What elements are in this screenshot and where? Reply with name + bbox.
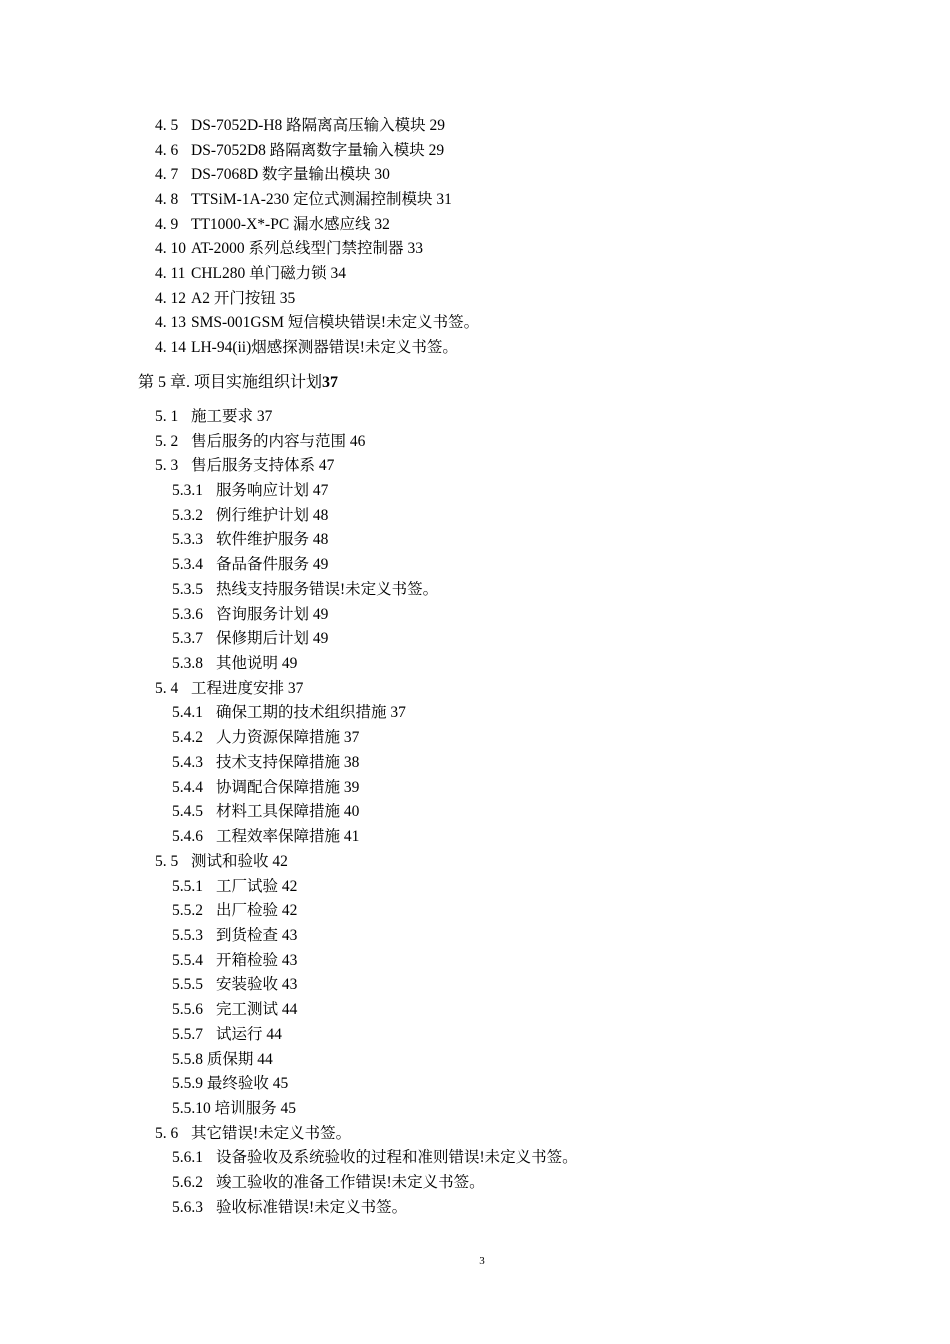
toc-entry-5-4-4[interactable] xyxy=(172,778,359,798)
toc-title: SMS-001GSM 短信模块错误!未定义书签。 xyxy=(191,314,480,331)
toc-number: 4. 10 xyxy=(155,240,186,257)
toc-title: 其它错误!未定义书签。 xyxy=(191,1125,352,1142)
toc-number: 5.4.4 xyxy=(172,779,203,796)
toc-page: 47 xyxy=(312,482,329,499)
toc-number: 5.5.2 xyxy=(172,902,203,919)
toc-page: 42 xyxy=(281,902,298,919)
toc-title: 到货检查 xyxy=(216,927,279,944)
toc-entry-5-6-2[interactable] xyxy=(172,1173,485,1193)
toc-entry-5-6[interactable] xyxy=(155,1124,351,1144)
toc-number: 5. 6 xyxy=(155,1125,179,1142)
toc-title: 施工要求 xyxy=(191,408,254,425)
toc-entry-4-5[interactable] xyxy=(155,116,445,136)
toc-entry-5-6-3[interactable] xyxy=(172,1198,407,1218)
toc-page: 39 xyxy=(343,779,360,796)
toc-page: 37 xyxy=(390,704,406,721)
toc-entry-4-6[interactable] xyxy=(155,141,444,161)
toc-entry-4-7[interactable] xyxy=(155,165,390,185)
toc-page: 30 xyxy=(374,166,390,183)
toc-number: 5.3.2 xyxy=(172,507,203,524)
toc-entry-5-3-7[interactable] xyxy=(172,629,328,649)
toc-entry-4-12[interactable] xyxy=(155,289,295,309)
toc-number: 5.6.1 xyxy=(172,1149,203,1166)
toc-page: 48 xyxy=(312,531,329,548)
toc-title: 软件维护服务 xyxy=(216,531,310,548)
toc-number: 5.3.6 xyxy=(172,606,203,623)
toc-title: LH-94(ii)烟感探测器错误!未定义书签。 xyxy=(191,339,458,356)
toc-page: 35 xyxy=(279,290,296,307)
toc-title: CHL280 单门磁力锁 xyxy=(191,265,327,282)
toc-entry-5-5-8[interactable] xyxy=(172,1050,273,1070)
toc-title: 工厂试验 xyxy=(216,878,279,895)
toc-page: 43 xyxy=(281,976,298,993)
toc-entry-5-6-1[interactable] xyxy=(172,1148,578,1168)
toc-title: 备品备件服务 xyxy=(216,556,310,573)
toc-entry-5-3-8[interactable] xyxy=(172,654,297,674)
toc-number: 5.5.6 xyxy=(172,1001,203,1018)
toc-title: TT1000-X*-PC 漏水感应线 xyxy=(191,216,371,233)
toc-title: 例行维护计划 xyxy=(216,507,310,524)
toc-number: 5. 4 xyxy=(155,680,179,697)
toc-number: 5. 1 xyxy=(155,408,179,425)
toc-page: 37 xyxy=(343,729,360,746)
toc-number: 5.6.2 xyxy=(172,1174,203,1191)
toc-page: 46 xyxy=(349,433,366,450)
toc-title: 服务响应计划 xyxy=(216,482,310,499)
toc-number: 5.4.5 xyxy=(172,803,203,820)
toc-page: 49 xyxy=(281,655,298,672)
toc-number: 5.5.1 xyxy=(172,878,203,895)
toc-number: 5.4.1 xyxy=(172,704,203,721)
toc-number: 5.4.2 xyxy=(172,729,203,746)
toc-entry-5-2[interactable] xyxy=(155,432,365,452)
toc-title: 竣工验收的准备工作错误!未定义书签。 xyxy=(216,1174,485,1191)
toc-number: 5. 5 xyxy=(155,853,179,870)
toc-entry-5-5-10[interactable] xyxy=(172,1099,296,1119)
page-number: 3 xyxy=(479,1255,485,1267)
toc-entry-5-5[interactable] xyxy=(155,852,288,872)
chapter-page: 37 xyxy=(322,374,339,391)
toc-title: 安装验收 xyxy=(216,976,279,993)
toc-page: 48 xyxy=(312,507,329,524)
toc-number: 4. 13 xyxy=(155,314,186,331)
toc-page: 42 xyxy=(281,878,298,895)
toc-number: 5.3.4 xyxy=(172,556,203,573)
toc-number: 5.3.7 xyxy=(172,630,203,647)
toc-entry-4-8[interactable] xyxy=(155,190,452,210)
toc-entry-4-11[interactable] xyxy=(155,264,346,284)
toc-number: 4. 12 xyxy=(155,290,186,307)
toc-page: 29 xyxy=(429,117,446,134)
toc-page: 43 xyxy=(281,952,298,969)
toc-title: 技术支持保障措施 xyxy=(216,754,341,771)
toc-page: 29 xyxy=(428,142,445,159)
toc-entry-5-5-5[interactable] xyxy=(172,975,297,995)
toc-number: 5. 2 xyxy=(155,433,179,450)
toc-title: 完工测试 xyxy=(216,1001,279,1018)
toc-entry-4-13[interactable] xyxy=(155,313,479,333)
toc-entry-5-5-2[interactable] xyxy=(172,901,297,921)
toc-entry-5-3[interactable] xyxy=(155,456,334,476)
toc-number: 4. 11 xyxy=(155,265,186,282)
toc-number: 5.3.8 xyxy=(172,655,203,672)
toc-entry-5-5-1[interactable] xyxy=(172,877,297,897)
toc-title: 出厂检验 xyxy=(216,902,279,919)
toc-page: 37 xyxy=(256,408,273,425)
toc-title: AT-2000 系列总线型门禁控制器 xyxy=(191,240,404,257)
toc-title: 工程效率保障措施 xyxy=(216,828,341,845)
toc-number: 4. 7 xyxy=(155,166,179,183)
toc-number: 5.3.5 xyxy=(172,581,203,598)
toc-number: 4. 6 xyxy=(155,142,179,159)
toc-page: 37 xyxy=(287,680,304,697)
toc-entry-5-3-4[interactable] xyxy=(172,555,328,575)
toc-entry-5-1[interactable] xyxy=(155,407,272,427)
toc-page: 34 xyxy=(330,265,347,282)
toc-entry-4-9[interactable] xyxy=(155,215,390,235)
toc-page: 42 xyxy=(272,853,288,870)
toc-entry-5-5-7[interactable] xyxy=(172,1025,282,1045)
toc-chapter-5[interactable] xyxy=(138,373,338,393)
toc-number: 4. 5 xyxy=(155,117,179,134)
toc-text: 5.5.10 培训服务 45 xyxy=(172,1100,297,1117)
toc-entry-5-4-3[interactable] xyxy=(172,753,359,773)
toc-title: 材料工具保障措施 xyxy=(216,803,341,820)
toc-page: 33 xyxy=(407,240,423,257)
toc-entry-5-3-2[interactable] xyxy=(172,506,328,526)
toc-title: 人力资源保障措施 xyxy=(216,729,341,746)
toc-number: 5.4.3 xyxy=(172,754,203,771)
toc-title: 确保工期的技术组织措施 xyxy=(216,704,387,721)
toc-number: 5.4.6 xyxy=(172,828,203,845)
toc-text: 5.5.8 质保期 44 xyxy=(172,1051,273,1068)
chapter-title: 第 5 章. 项目实施组织计划 xyxy=(138,374,323,391)
toc-title: 咨询服务计划 xyxy=(216,606,310,623)
toc-entry-5-3-6[interactable] xyxy=(172,605,328,625)
toc-number: 5.3.1 xyxy=(172,482,203,499)
toc-title: 测试和验收 xyxy=(191,853,269,870)
toc-page: 44 xyxy=(281,1001,298,1018)
toc-page: 49 xyxy=(312,606,329,623)
toc-title: A2 开门按钮 xyxy=(191,290,276,307)
toc-number: 4. 8 xyxy=(155,191,179,208)
toc-number: 5.5.3 xyxy=(172,927,203,944)
toc-page: 47 xyxy=(318,457,335,474)
toc-number: 5.5.7 xyxy=(172,1026,203,1043)
toc-number: 4. 9 xyxy=(155,216,179,233)
toc-text: 5.5.9 最终验收 45 xyxy=(172,1075,289,1092)
toc-page: 43 xyxy=(281,927,298,944)
toc-number: 5.5.4 xyxy=(172,952,203,969)
toc-page: 41 xyxy=(343,828,360,845)
toc-title: 其他说明 xyxy=(216,655,279,672)
toc-title: 工程进度安排 xyxy=(191,680,285,697)
toc-title: DS-7052D-H8 路隔离高压输入模块 xyxy=(191,117,426,134)
toc-entry-4-14[interactable] xyxy=(155,338,458,358)
toc-title: 保修期后计划 xyxy=(216,630,310,647)
toc-page: 32 xyxy=(374,216,390,233)
toc-entry-4-10[interactable] xyxy=(155,239,423,259)
toc-entry-5-4-1[interactable] xyxy=(172,703,406,723)
toc-entry-5-5-9[interactable] xyxy=(172,1074,288,1094)
toc-title: DS-7052D8 路隔离数字量输入模块 xyxy=(191,142,425,159)
toc-page: 31 xyxy=(436,191,452,208)
toc-title: TTSiM-1A-230 定位式测漏控制模块 xyxy=(191,191,433,208)
toc-entry-5-5-4[interactable] xyxy=(172,951,297,971)
toc-entry-5-5-6[interactable] xyxy=(172,1000,297,1020)
toc-entry-5-4-2[interactable] xyxy=(172,728,359,748)
toc-title: 热线支持服务错误!未定义书签。 xyxy=(216,581,439,598)
toc-title: 售后服务支持体系 xyxy=(191,457,316,474)
toc-entry-5-4-5[interactable] xyxy=(172,802,359,822)
toc-entry-5-5-3[interactable] xyxy=(172,926,297,946)
toc-page: 40 xyxy=(343,803,360,820)
toc-title: 开箱检验 xyxy=(216,952,279,969)
toc-title: 协调配合保障措施 xyxy=(216,779,341,796)
toc-number: 5. 3 xyxy=(155,457,179,474)
toc-page: 49 xyxy=(312,630,329,647)
toc-number: 5.6.3 xyxy=(172,1199,203,1216)
toc-entry-5-4-6[interactable] xyxy=(172,827,359,847)
toc-entry-5-3-5[interactable] xyxy=(172,580,438,600)
toc-title: 验收标准错误!未定义书签。 xyxy=(216,1199,408,1216)
toc-title: 试运行 xyxy=(216,1026,263,1043)
toc-title: 设备验收及系统验收的过程和准则错误!未定义书签。 xyxy=(216,1149,578,1166)
toc-number: 4. 14 xyxy=(155,339,186,356)
toc-entry-5-3-3[interactable] xyxy=(172,530,328,550)
toc-page: 38 xyxy=(343,754,360,771)
toc-entry-5-4[interactable] xyxy=(155,679,303,699)
toc-title: DS-7068D 数字量输出模块 xyxy=(191,166,371,183)
toc-page: 44 xyxy=(266,1026,282,1043)
toc-entry-5-3-1[interactable] xyxy=(172,481,328,501)
toc-number: 5.5.5 xyxy=(172,976,203,993)
toc-number: 5.3.3 xyxy=(172,531,203,548)
toc-page: 49 xyxy=(312,556,329,573)
toc-title: 售后服务的内容与范围 xyxy=(191,433,347,450)
